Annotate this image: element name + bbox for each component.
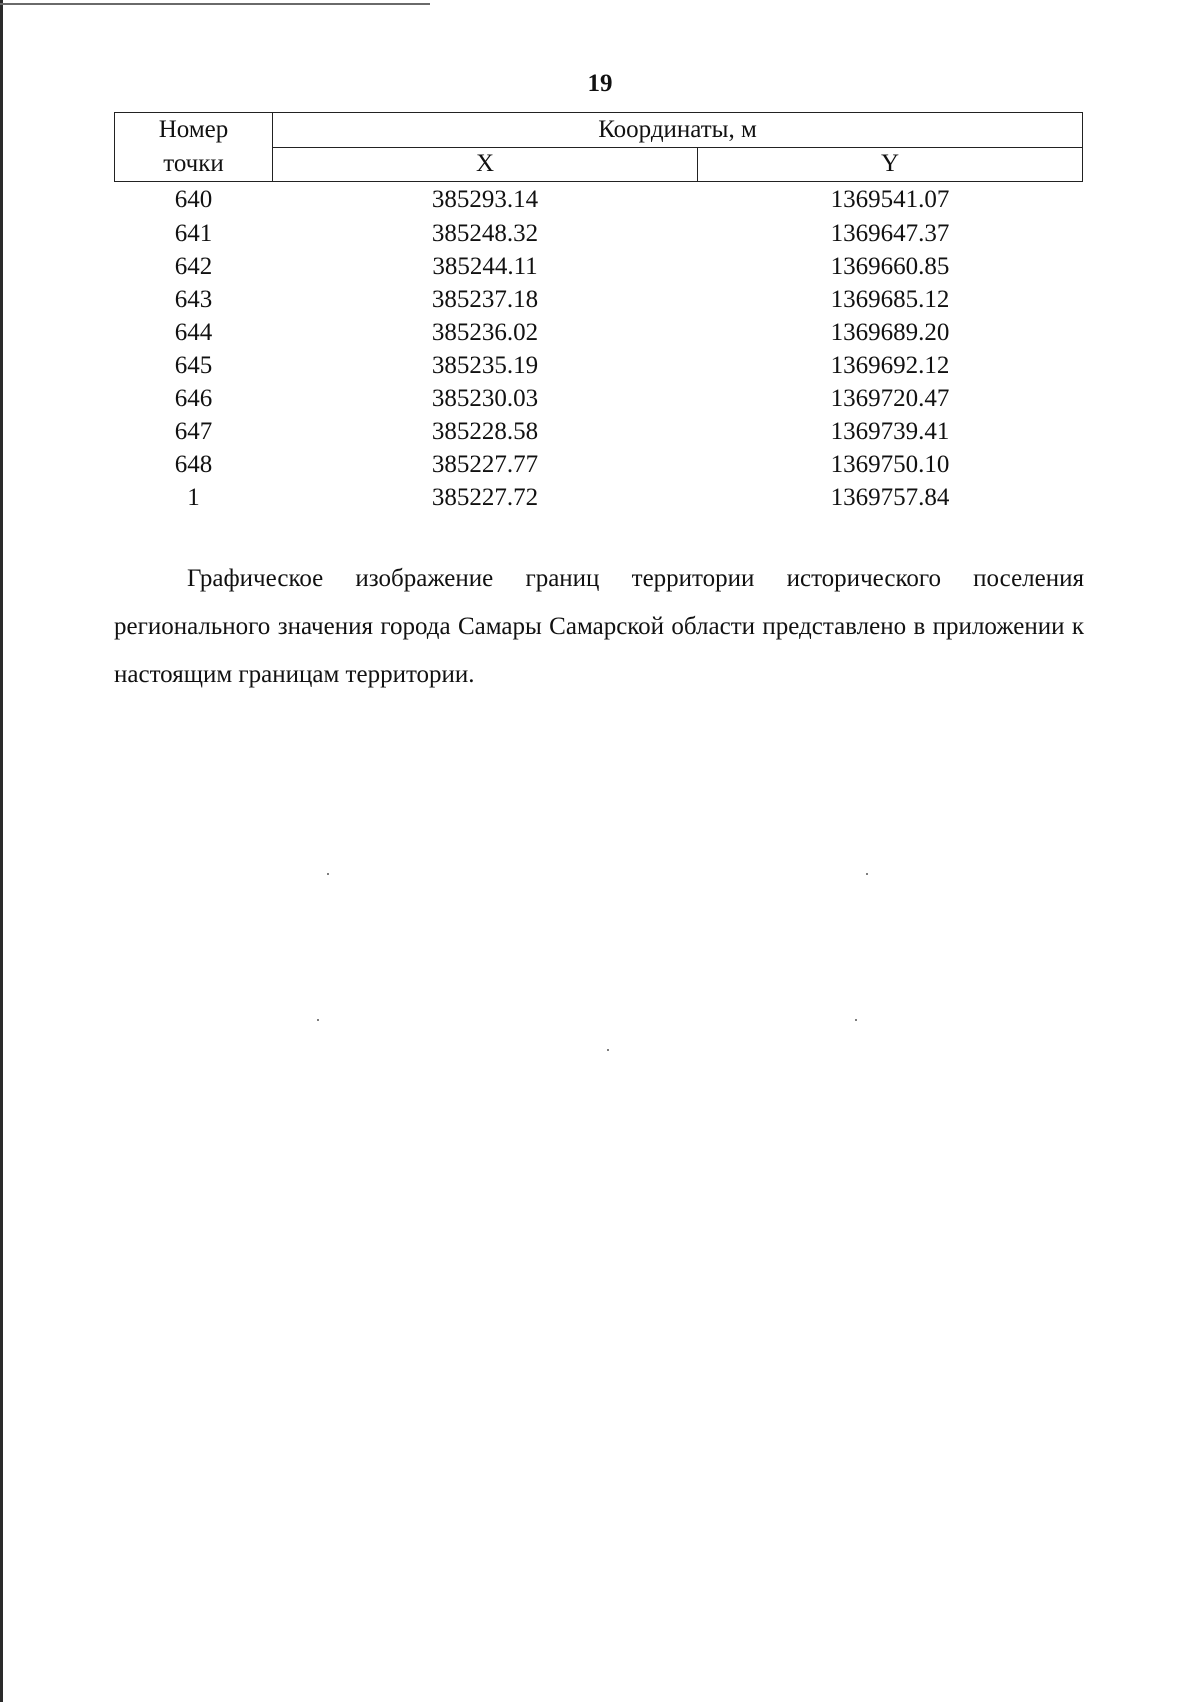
cell-y: 1369720.47 [830, 385, 950, 412]
header-x: X [273, 147, 698, 182]
cell-point-number: 645 [174, 352, 213, 379]
header-point-number-line2: точки [163, 150, 224, 177]
cell-x: 385230.03 [431, 385, 539, 412]
scan-top-edge [0, 3, 430, 5]
table-header-row [115, 113, 1083, 148]
scan-left-edge [0, 0, 3, 1702]
table-row [115, 182, 1083, 218]
table-row [115, 481, 1083, 514]
scan-speck [317, 1019, 319, 1021]
table-body [115, 182, 1083, 515]
cell-x: 385244.11 [432, 253, 538, 280]
cell-point-number: 648 [174, 451, 213, 478]
table-row [115, 448, 1083, 481]
cell-point-number: 640 [174, 186, 213, 213]
cell-point-number: 642 [174, 253, 213, 280]
header-y: Y [698, 147, 1083, 182]
table-row [115, 217, 1083, 250]
body-paragraph: Графическое изображение границ территории исторического поселения регионального значения города Самары Самарской области представлено в приложении к настоящим границам территории. [114, 565, 1084, 688]
cell-point-number: 646 [174, 385, 213, 412]
header-point-number-line1: Номер [158, 116, 229, 143]
scan-speck [866, 873, 868, 875]
cell-x: 385227.72 [431, 484, 539, 511]
cell-point-number: 643 [174, 286, 213, 313]
table-row [115, 316, 1083, 349]
cell-x: 385227.77 [431, 451, 539, 478]
cell-y: 1369692.12 [830, 352, 950, 379]
cell-point-number: 644 [174, 319, 213, 346]
coordinates-table [114, 112, 1083, 514]
cell-point-number: 1 [187, 484, 200, 511]
cell-x: 385235.19 [431, 352, 539, 379]
cell-x: 385293.14 [431, 186, 539, 213]
table-row [115, 250, 1083, 283]
table-row [115, 382, 1083, 415]
cell-y: 1369541.07 [830, 186, 950, 213]
cell-x: 385236.02 [431, 319, 539, 346]
scan-speck [607, 1049, 609, 1051]
table-row [115, 349, 1083, 382]
header-coordinates: Координаты, м [273, 113, 1083, 148]
scan-speck [327, 873, 329, 875]
cell-y: 1369660.85 [830, 253, 950, 280]
cell-y: 1369739.41 [830, 418, 950, 445]
scan-speck [855, 1019, 857, 1021]
cell-y: 1369750.10 [830, 451, 950, 478]
header-point-number [115, 113, 273, 182]
page-number: 19 [587, 70, 613, 97]
cell-y: 1369685.12 [830, 286, 950, 313]
table-row [115, 415, 1083, 448]
cell-point-number: 647 [174, 418, 213, 445]
cell-point-number: 641 [174, 220, 213, 247]
table-row [115, 283, 1083, 316]
cell-x: 385248.32 [431, 220, 539, 247]
cell-y: 1369689.20 [830, 319, 950, 346]
cell-x: 385228.58 [431, 418, 539, 445]
cell-y: 1369647.37 [830, 220, 950, 247]
cell-y: 1369757.84 [830, 484, 950, 511]
cell-x: 385237.18 [431, 286, 539, 313]
